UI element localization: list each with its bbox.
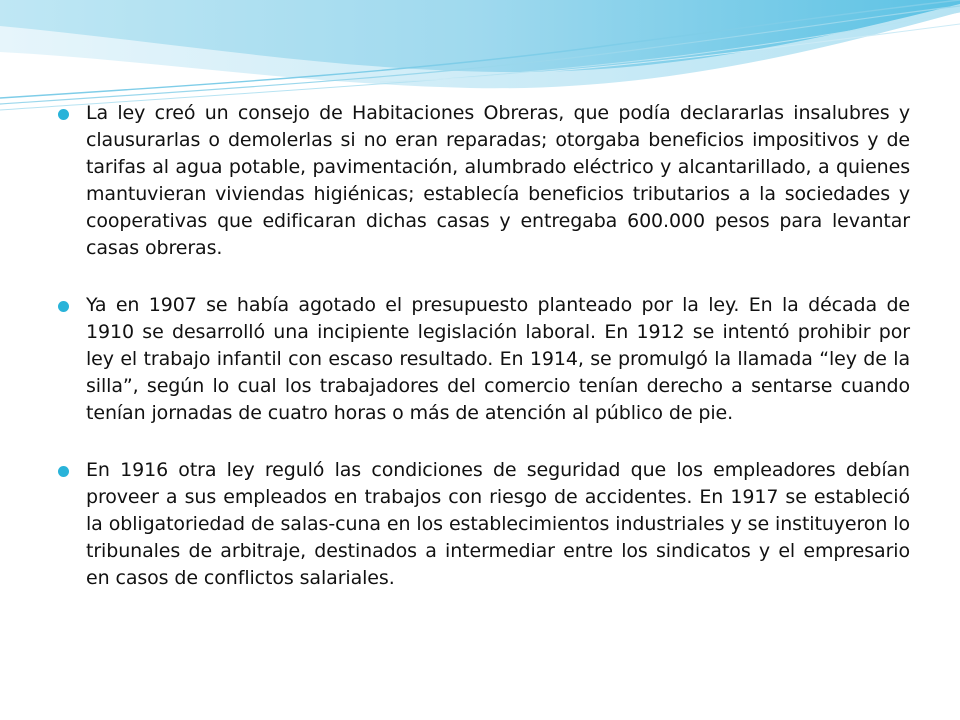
- bullet-item-3: [58, 457, 910, 592]
- bullet-text: Ya en 1907 se había agotado el presupuesto planteado por la ley. En la década de 1910 se desarrolló una incipiente legislación laboral. En 1912 se intentó prohibir por ley el trabajo infantil con escaso resultado. En 1914, se promulgó la llamada “ley de la silla”, según lo cual los trabajadores del comercio tenían derecho a sentarse cuando tenían jornadas de cuatro horas o más de atención al público de pie.: [86, 294, 910, 424]
- bullet-item-1: [58, 100, 910, 262]
- bullet-dot-icon: [58, 301, 69, 312]
- bullet-text: En 1916 otra ley reguló las condiciones de seguridad que los empleadores debían proveer a sus empleados en trabajos con riesgo de accidentes. En 1917 se estableció la obligatoriedad de salas-cuna en los establecimientos industriales y se instituyeron lo tribunales de arbitraje, destinados a intermediar entre los sindicatos y el empresario en casos de conflictos salariales.: [86, 459, 910, 589]
- bullet-list: [58, 100, 910, 622]
- bullet-dot-icon: [58, 109, 69, 120]
- bullet-text: La ley creó un consejo de Habitaciones Obreras, que podía declararlas insalubres y clausurarlas o demolerlas si no eran reparadas; otorgaba beneficios impositivos y de tarifas al agua potable, pavimentación, alumbrado eléctrico y alcantarillado, a quienes mantuvieran viviendas higiénicas; establecía beneficios tributarios a la sociedades y cooperativas que edificaran dichas casas y entregaba 600.000 pesos para levantar casas obreras.: [86, 102, 910, 259]
- bullet-item-2: [58, 292, 910, 427]
- bullet-dot-icon: [58, 466, 69, 477]
